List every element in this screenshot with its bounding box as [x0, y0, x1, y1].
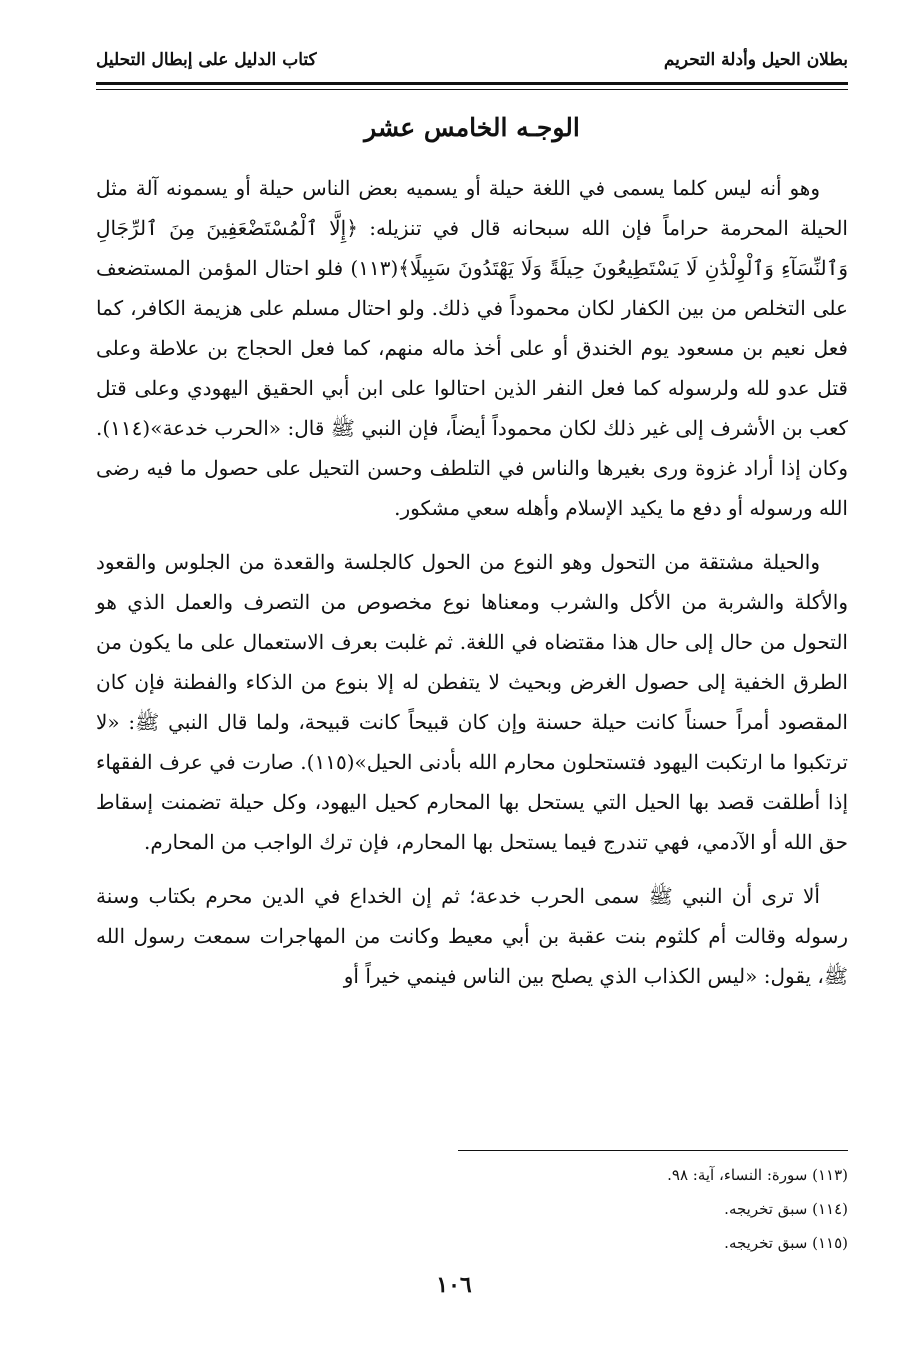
header-book-title: كتاب الدليل على إبطال التحليل [96, 50, 317, 70]
paragraph-3: ألا ترى أن النبي ﷺ سمى الحرب خدعة؛ ثم إن الخداع في الدين محرم بكتاب وسنة رسوله وقالت أم كلثوم بنت عقبة بن أبي معيط وكانت من المهاجرات سمعت رسول الله ﷺ، يقول: «ليس الكذاب الذي يصلح بين الناس فينمي خيراً أو [96, 884, 848, 988]
body-text [96, 168, 848, 1010]
footnote-separator [458, 1150, 848, 1151]
paragraph-1: وهو أنه ليس كلما يسمى في اللغة حيلة أو يسميه بعض الناس حيلة أو يسمونه آلة مثل الحيلة المحرمة حراماً فإن الله سبحانه قال في تنزيله: ﴿إِلَّا ٱلْمُسْتَضْعَفِينَ مِنَ ٱلرِّجَالِ وَٱلنِّسَآءِ وَٱلْوِلْدَٰنِ لَا يَسْتَطِيعُونَ حِيلَةً وَلَا يَهْتَدُونَ سَبِيلًا﴾(١١٣) فلو احتال المؤمن المستضعف على التخلص من بين الكفار لكان محموداً في ذلك. ولو احتال مسلم على هزيمة الكافر، كما فعل نعيم بن مسعود يوم الخندق أو على أخذ ماله منهم، كما فعل الحجاج بن علاطة وعلى قتل عدو لله ولرسوله كما فعل النفر الذين احتالوا على ابن أبي الحقيق اليهودي وعلى قتل كعب بن الأشرف إلى غير ذلك لكان محموداً أيضاً، فإن النبي ﷺ قال: «الحرب خدعة»(١١٤). وكان إذا أراد غزوة ورى بغيرها والناس في التلطف وحسن التحيل على حصول ما فيه رضى الله ورسوله أو دفع ما يكيد الإسلام وأهله سعي مشكور. [96, 176, 849, 520]
footnotes [96, 1158, 848, 1260]
footnote-115: (١١٥) سبق تخريجه. [724, 1234, 848, 1252]
footnote-114: (١١٤) سبق تخريجه. [724, 1200, 848, 1218]
page-number: ١٠٦ [436, 1272, 472, 1298]
section-title: الوجـه الخامس عشر [364, 113, 580, 142]
footnote-113: (١١٣) سورة: النساء، آية: ٩٨. [667, 1166, 848, 1184]
running-header [96, 44, 848, 84]
header-rule-thick [96, 82, 848, 85]
paragraph-2: والحيلة مشتقة من التحول وهو النوع من الحول كالجلسة والقعدة من الجلوس والقعود والأكلة والشربة من الأكل والشرب ومعناها نوع مخصوص من التصرف والعمل الذي هو التحول من حال إلى حال هذا مقتضاه في اللغة. ثم غلبت بعرف الاستعمال على ما يكون من الطرق الخفية إلى حصول الغرض وبحيث لا يتفطن له إلا بنوع من الذكاء والفطنة فإن كان المقصود أمراً حسناً كانت حيلة حسنة وإن كان قبيحاً كانت قبيحة، ولما قال النبي ﷺ: «لا ترتكبوا ما ارتكبت اليهود فتستحلون محارم الله بأدنى الحيل»(١١٥). صارت في عرف الفقهاء إذا أطلقت قصد بها الحيل التي يستحل بها المحارم كحيل اليهود، وكل حيلة تضمنت إسقاط حق الله أو الآدمي، فهي تندرج فيما يستحل بها المحارم، فإن ترك الواجب من المحارم. [96, 550, 849, 854]
header-rule-thin [96, 89, 848, 90]
header-chapter-title: بطلان الحيل وأدلة التحريم [663, 50, 848, 70]
